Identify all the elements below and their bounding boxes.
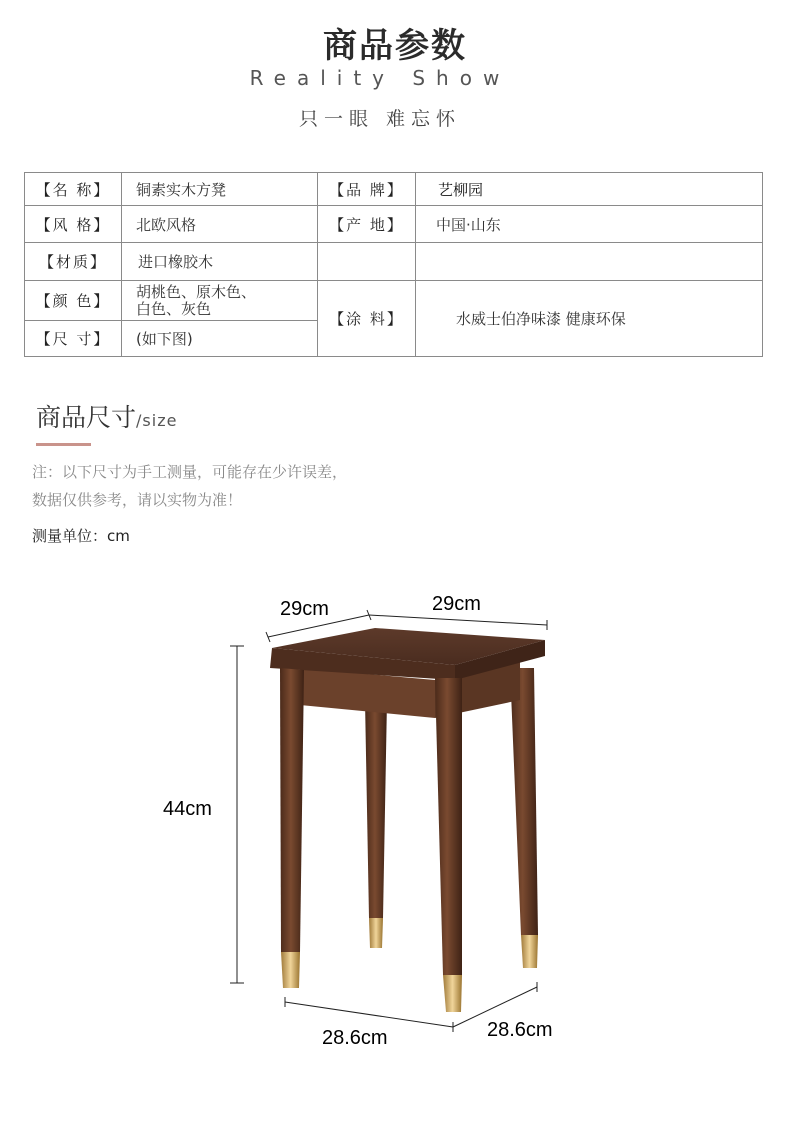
note-line2: 数据仅供参考，请以实物为准！ xyxy=(32,491,243,509)
dim-top-depth: 29cm xyxy=(280,598,329,620)
dim-bottom-depth: 28.6cm xyxy=(487,1019,553,1041)
note-line1: 注：以下尺寸为手工测量，可能存在少许误差， xyxy=(32,463,348,481)
material-value: 进口橡胶木 xyxy=(122,243,318,281)
color-value-line2: 白色、灰色 xyxy=(136,299,212,318)
page-title: 商品参数 xyxy=(323,26,467,66)
front-leg-left xyxy=(280,668,304,988)
brand-label: 【品 牌】 xyxy=(318,173,416,206)
style-label: 【风 格】 xyxy=(25,206,122,243)
front-leg-right xyxy=(435,678,462,1012)
origin-value: 中国·山东 xyxy=(416,206,763,243)
size-heading-text: 商品尺寸 xyxy=(36,403,137,432)
color-value-line1: 胡桃色、原木色、 xyxy=(136,282,257,301)
material-label: 【材质】 xyxy=(25,243,122,281)
name-value: 铜素实木方凳 xyxy=(122,173,318,206)
color-label: 【颜 色】 xyxy=(25,281,122,321)
page-subtitle: Reality Show xyxy=(249,66,511,90)
size-value: (如下图) xyxy=(122,321,318,357)
size-heading-en: /size xyxy=(136,411,178,430)
paint-label: 【涂 料】 xyxy=(318,281,416,357)
dim-top-width: 29cm xyxy=(432,593,481,615)
style-value: 北欧风格 xyxy=(122,206,318,243)
measure-unit: 测量单位：cm xyxy=(32,527,130,545)
back-leg-right xyxy=(510,668,538,968)
paint-value: 水威士伯净味漆 健康环保 xyxy=(416,281,763,357)
size-label: 【尺 寸】 xyxy=(25,321,122,357)
origin-label: 【产 地】 xyxy=(318,206,416,243)
name-label: 【名 称】 xyxy=(25,173,122,206)
dim-height: 44cm xyxy=(163,798,212,820)
dim-bottom-width: 28.6cm xyxy=(322,1027,388,1049)
back-leg-left xyxy=(365,700,387,948)
page-slogan: 只一眼 难忘怀 xyxy=(298,108,462,130)
brand-value: 艺柳园 xyxy=(416,173,763,206)
